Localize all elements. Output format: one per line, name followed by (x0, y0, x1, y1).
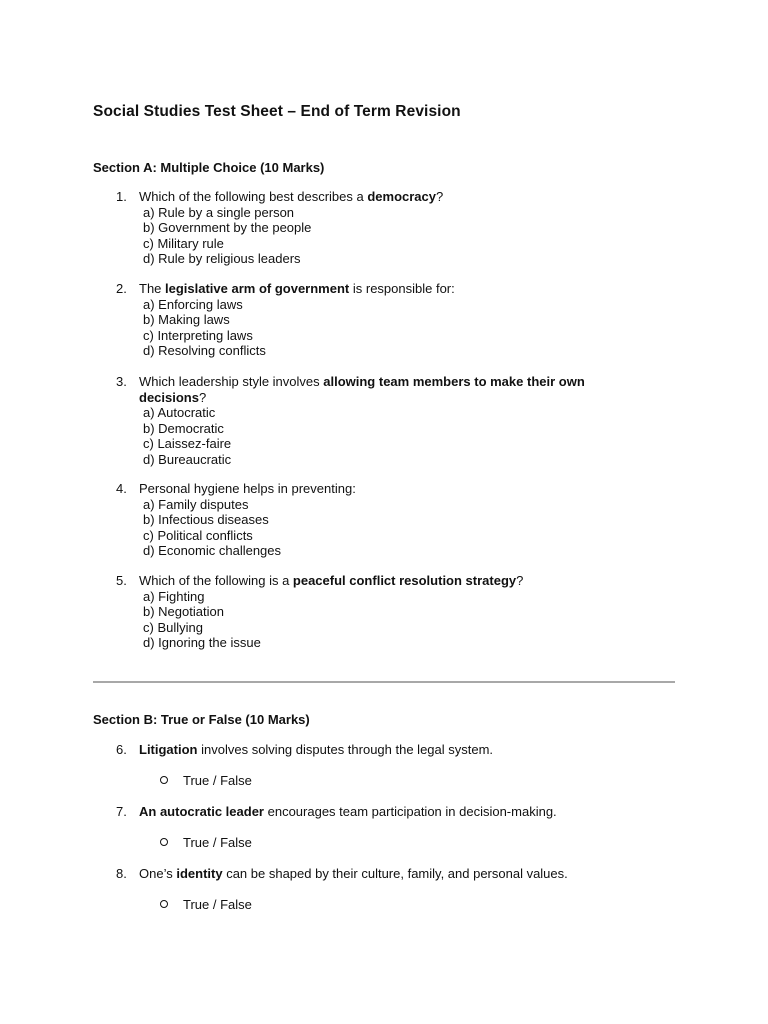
question-2 (116, 281, 676, 359)
option-a: a) Fighting (143, 588, 205, 604)
question-number: 1. (116, 189, 127, 204)
question-number: 8. (116, 866, 127, 881)
option-c: c) Interpreting laws (143, 327, 253, 343)
answer-choice-6: True / False (160, 773, 252, 789)
option-list (143, 297, 676, 359)
answer-choice-8: True / False (160, 897, 252, 913)
option-list (143, 497, 676, 559)
question-text: Personal hygiene helps in preventing: (139, 481, 356, 496)
question-text: Litigation involves solving disputes through the legal system. (139, 742, 494, 757)
question-number: 4. (116, 481, 127, 496)
option-c: c) Military rule (143, 235, 224, 251)
question-5 (116, 573, 676, 651)
option-d: d) Resolving conflicts (143, 343, 266, 358)
option-list (143, 405, 676, 467)
question-6 (116, 742, 676, 758)
option-a: a) Rule by a single person (143, 204, 295, 220)
option-a: a) Autocratic (143, 405, 216, 420)
option-b: b) Democratic (143, 420, 224, 436)
question-4 (116, 481, 676, 559)
question-number: 6. (116, 742, 127, 757)
option-b: b) Government by the people (143, 220, 312, 235)
question-text: Which of the following best describes a democracy? (139, 189, 444, 204)
option-c: c) Laissez-faire (143, 436, 232, 451)
option-d: d) Rule by religious leaders (143, 251, 301, 266)
option-d: d) Ignoring the issue (143, 635, 261, 650)
option-d: d) Economic challenges (143, 543, 282, 558)
option-list (143, 589, 676, 651)
question-8 (116, 866, 676, 882)
option-b: b) Infectious diseases (143, 512, 269, 527)
option-b: b) Negotiation (143, 604, 224, 619)
option-c: c) Bullying (143, 619, 203, 635)
circle-bullet-icon (160, 776, 168, 784)
circle-bullet-icon (160, 838, 168, 846)
question-text: One’s identity can be shaped by their culture, family, and personal values. (139, 866, 568, 881)
option-c: c) Political conflicts (143, 527, 253, 543)
section-divider (93, 681, 675, 683)
option-d: d) Bureaucratic (143, 451, 232, 467)
question-text: Which leadership style involves allowing team members to make their own decisions? (139, 374, 585, 405)
option-b: b) Making laws (143, 312, 230, 327)
question-number: 7. (116, 804, 127, 819)
question-text: An autocratic leader encourages team participation in decision-making. (139, 804, 557, 819)
question-number: 3. (116, 374, 127, 389)
option-a: a) Enforcing laws (143, 296, 243, 312)
question-number: 5. (116, 573, 127, 588)
question-1 (116, 189, 676, 267)
question-text: The legislative arm of government is responsible for: (139, 281, 455, 296)
question-7 (116, 804, 676, 820)
question-3 (116, 374, 676, 467)
section-a-heading: Section A: Multiple Choice (10 Marks) (93, 160, 325, 175)
question-number: 2. (116, 281, 127, 296)
option-list (143, 205, 676, 267)
question-text: Which of the following is a peaceful conflict resolution strategy? (139, 573, 524, 588)
answer-choice-7: True / False (160, 835, 252, 851)
section-b-heading: Section B: True or False (10 Marks) (93, 712, 310, 727)
page-title: Social Studies Test Sheet – End of Term Revision (93, 103, 461, 120)
circle-bullet-icon (160, 900, 168, 908)
option-a: a) Family disputes (143, 496, 249, 512)
